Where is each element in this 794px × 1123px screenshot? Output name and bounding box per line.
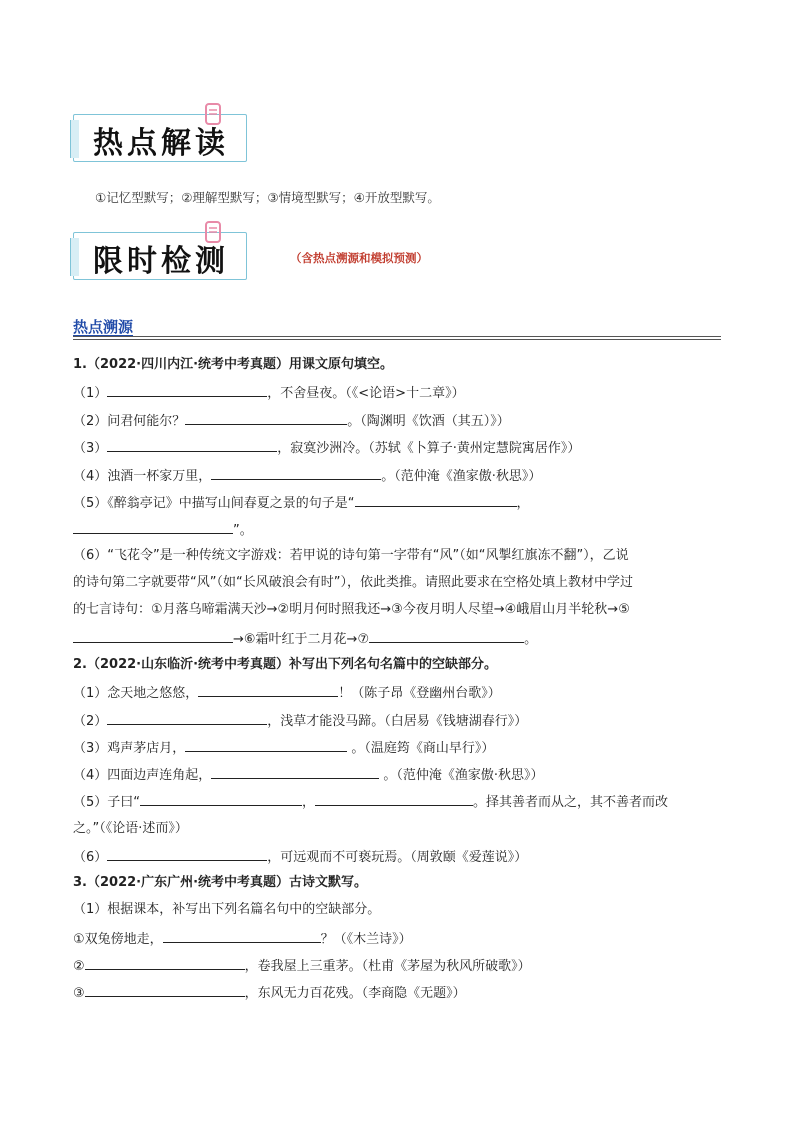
text: ？（《木兰诗》） <box>320 932 412 947</box>
answer-blank[interactable] <box>315 791 473 806</box>
q3-line-4 <box>73 982 466 1004</box>
answer-blank[interactable] <box>107 846 267 861</box>
answer-blank[interactable] <box>185 737 347 752</box>
text: ，可远观而不可亵玩焉。（周敦颐《爱莲说》） <box>267 850 528 865</box>
q1-line-6a: （6）“飞花令”是一种传统文字游戏：若甲说的诗句第一字带有“风”（如“风掣红旗冻不翻”），乙说 <box>73 548 629 563</box>
section-divider-thin <box>73 339 721 340</box>
q2-line-1 <box>73 682 501 704</box>
question-2-heading: 2.（2022·山东临沂·统考中考真题）补写出下列名句名篇中的空缺部分。 <box>73 657 498 672</box>
text: （2） <box>73 714 108 729</box>
answer-blank[interactable] <box>73 628 233 643</box>
answer-blank[interactable] <box>107 437 277 452</box>
q1-line-5b <box>73 519 253 541</box>
q1-line-6d <box>73 628 537 650</box>
text: 。 <box>524 632 538 647</box>
answer-blank[interactable] <box>107 382 267 397</box>
text: ，寂寞沙洲冷。（苏轼《卜算子·黄州定慧院寓居作》） <box>277 441 581 456</box>
q2-line-3 <box>73 737 494 759</box>
intro-note: ①记忆型默写；②理解型默写；③情境型默写；④开放型默写。 <box>95 190 440 205</box>
q3-line-3 <box>73 955 531 977</box>
test-banner <box>73 232 245 278</box>
answer-blank[interactable] <box>163 928 321 943</box>
text: 。择其善者而从之，其不善者而改 <box>473 795 669 810</box>
section-title: 热点溯源 <box>73 318 134 336</box>
banner-fold <box>70 238 79 276</box>
question-1-heading: 1.（2022·四川内江·统考中考真题）用课文原句填空。 <box>73 357 394 372</box>
answer-blank[interactable] <box>73 519 233 534</box>
test-subtitle: （含热点溯源和模拟预测） <box>290 251 428 265</box>
banner-title: 热点解读 <box>93 126 229 161</box>
text: （1）念天地之悠悠， <box>73 686 199 701</box>
q3-line-2 <box>73 928 412 950</box>
text: （5）子曰“ <box>73 795 141 810</box>
text: ，不舍昼夜。（《<论语>十二章》） <box>267 386 465 401</box>
text: ，卷我屋上三重茅。（杜甫《茅屋为秋风所破歌》） <box>244 959 531 974</box>
q1-line-6c: 的七言诗句：①月落乌啼霜满天沙→②明月何时照我还→③今夜月明人尽望→④峨眉山月半轮秋→⑤ <box>73 602 630 617</box>
text: ， <box>302 795 316 810</box>
q2-line-5 <box>73 791 668 813</box>
text: （1） <box>73 386 108 401</box>
q1-line-2 <box>73 410 510 432</box>
q3-line-1: （1）根据课本，补写出下列名篇名句中的空缺部分。 <box>73 902 381 917</box>
q2-line-5b: 之。”（《论语·述而》） <box>73 821 188 836</box>
banner-title: 限时检测 <box>93 244 229 279</box>
q2-line-4 <box>73 764 544 786</box>
q2-line-2 <box>73 710 527 732</box>
text: （5）《醉翁亭记》中描写山间春夏之景的句子是“ <box>73 496 355 511</box>
answer-blank[interactable] <box>211 764 379 779</box>
text: ③ <box>73 986 85 1001</box>
text: 。（温庭筠《商山早行》） <box>347 741 495 756</box>
answer-blank[interactable] <box>85 982 245 997</box>
answer-blank[interactable] <box>85 955 245 970</box>
text: （4）四面边声连角起， <box>73 768 212 783</box>
question-3-heading: 3.（2022·广东广州·统考中考真题）古诗文默写。 <box>73 875 368 890</box>
answer-blank[interactable] <box>107 710 267 725</box>
answer-blank[interactable] <box>369 628 524 643</box>
text: 。（陶渊明《饮酒（其五）》） <box>347 414 510 429</box>
q2-line-6 <box>73 846 527 868</box>
text: （3） <box>73 441 108 456</box>
q1-line-1 <box>73 382 465 404</box>
text: （2）问君何能尔？ <box>73 414 186 429</box>
q1-line-6b: 的诗句第二字就要带“风”（如“长风破浪会有时”），依此类推。请照此要求在空格处填上教材中学过 <box>73 575 633 590</box>
q1-line-4 <box>73 465 541 487</box>
banner-fold <box>70 120 79 158</box>
text: 。（范仲淹《渔家傲·秋思》） <box>379 768 544 783</box>
text: →⑥霜叶红于二月花→⑦ <box>233 632 370 647</box>
text: ，东风无力百花残。（李商隐《无题》） <box>244 986 466 1001</box>
answer-blank[interactable] <box>140 791 302 806</box>
answer-blank[interactable] <box>355 492 517 507</box>
text: （6） <box>73 850 108 865</box>
q1-line-3 <box>73 437 580 459</box>
text: ！（陈子昂《登幽州台歌》） <box>338 686 501 701</box>
text: ”。 <box>233 523 253 538</box>
answer-blank[interactable] <box>185 410 347 425</box>
q1-line-5 <box>73 492 530 514</box>
text: （3）鸡声茅店月， <box>73 741 186 756</box>
section-divider <box>73 336 721 337</box>
text: 。（范仲淹《渔家傲·秋思》） <box>381 469 542 484</box>
hotspot-banner <box>73 114 245 160</box>
text: ，浅草才能没马蹄。（白居易《钱塘湖春行》） <box>267 714 528 729</box>
text: ② <box>73 959 85 974</box>
answer-blank[interactable] <box>211 465 381 480</box>
answer-blank[interactable] <box>198 682 338 697</box>
text: （4）浊酒一杯家万里， <box>73 469 212 484</box>
text: ， <box>516 496 530 511</box>
text: ①双兔傍地走， <box>73 932 163 947</box>
